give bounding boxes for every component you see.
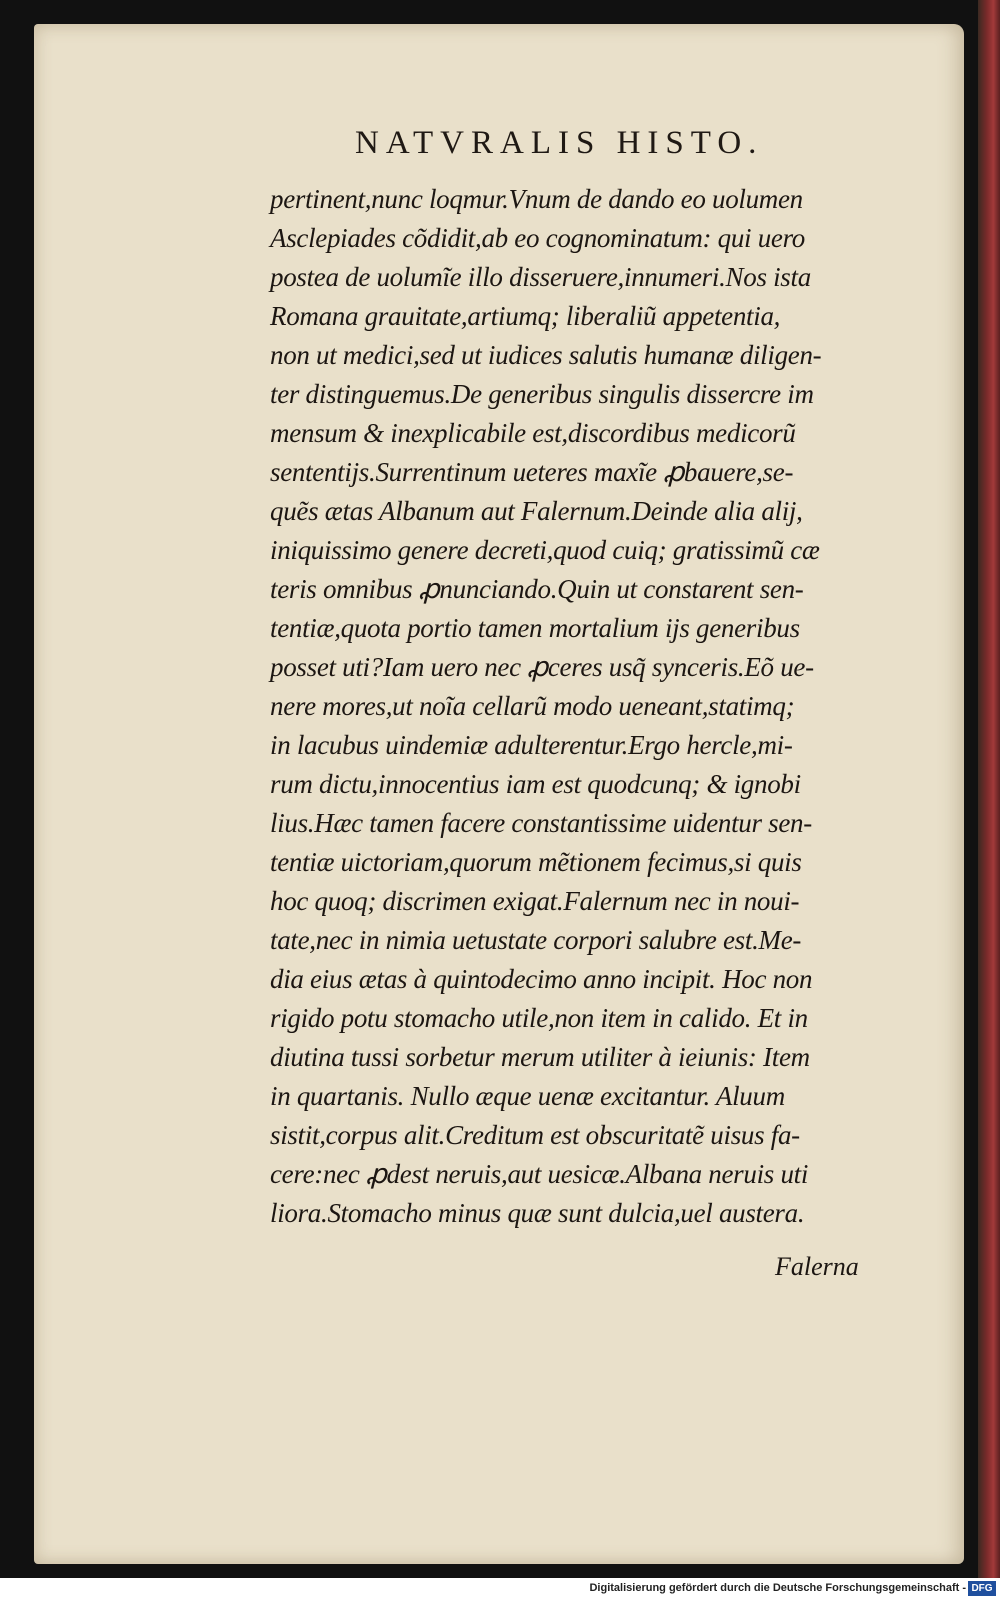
text-line: quẽs ætas Albanum aut Falernum.Deinde alia alij, xyxy=(270,496,803,526)
text-line: rum dictu,innocentius iam est quodcunq; & ignobi xyxy=(270,769,801,799)
text-line: pertinent,nunc loqmur.Vnum de dando eo uolumen xyxy=(270,184,803,214)
text-line: Romana grauitate,artiumq; liberaliũ appetentia, xyxy=(270,301,781,331)
running-head: NATVRALIS HISTO. xyxy=(355,125,764,161)
text-line: liora.Stomacho minus quæ sunt dulcia,uel austera. xyxy=(270,1198,805,1228)
text-line: sententijs.Surrentinum ueteres maxĩe ꝓbauere,se- xyxy=(270,457,794,487)
text-line: cere:nec ꝓdest neruis,aut uesicæ.Albana neruis uti xyxy=(270,1159,809,1189)
book-edge xyxy=(978,0,1000,1578)
text-line: postea de uolumĩe illo disseruere,innumeri.Nos ista xyxy=(270,262,811,292)
text-line: posset uti?Iam uero nec ꝓceres usq̃ synceris.Eõ ue- xyxy=(270,652,814,682)
text-line: mensum & inexplicabile est,discordibus medicorũ xyxy=(270,418,796,448)
text-line: iniquissimo genere decreti,quod cuiq; gratissimũ cæ xyxy=(270,535,820,565)
body-text xyxy=(270,180,885,1233)
text-line: non ut medici,sed ut iudices salutis humanæ diligen- xyxy=(270,340,822,370)
text-line: diutina tussi sorbetur merum utiliter à ieiunis: Item xyxy=(270,1042,810,1072)
footer-credit: Digitalisierung gefördert durch die Deutsche Forschungsgemeinschaft - xyxy=(589,1582,966,1594)
text-line: sistit,corpus alit.Creditum est obscuritatẽ uisus fa- xyxy=(270,1120,800,1150)
text-line: tentiæ uictoriam,quorum mẽtionem fecimus,si quis xyxy=(270,847,802,877)
text-line: tentiæ,quota portio tamen mortalium ijs generibus xyxy=(270,613,800,643)
text-line: rigido potu stomacho utile,non item in calido. Et in xyxy=(270,1003,808,1033)
text-line: in lacubus uindemiæ adulterentur.Ergo hercle,mi- xyxy=(270,730,793,760)
text-line: in quartanis. Nullo æque uenæ excitantur. Aluum xyxy=(270,1081,785,1111)
text-line: dia eius ætas à quintodecimo anno incipit. Hoc non xyxy=(270,964,813,994)
dfg-logo: DFG xyxy=(968,1581,996,1596)
text-line: hoc quoq; discrimen exigat.Falernum nec in noui- xyxy=(270,886,800,916)
text-line: ter distinguemus.De generibus singulis dissercre im xyxy=(270,379,814,409)
text-line: nere mores,ut noĩa cellarũ modo ueneant,statimq; xyxy=(270,691,795,721)
text-line: Asclepiades cõdidit,ab eo cognominatum: qui uero xyxy=(270,223,806,253)
text-line: teris omnibus ꝓnunciando.Quin ut constarent sen- xyxy=(270,574,804,604)
catchword: Falerna xyxy=(775,1252,859,1281)
footer-strip xyxy=(0,1578,1000,1600)
text-line: lius.Hæc tamen facere constantissime uidentur sen- xyxy=(270,808,812,838)
text-line: tate,nec in nimia uetustate corpori salubre est.Me- xyxy=(270,925,802,955)
